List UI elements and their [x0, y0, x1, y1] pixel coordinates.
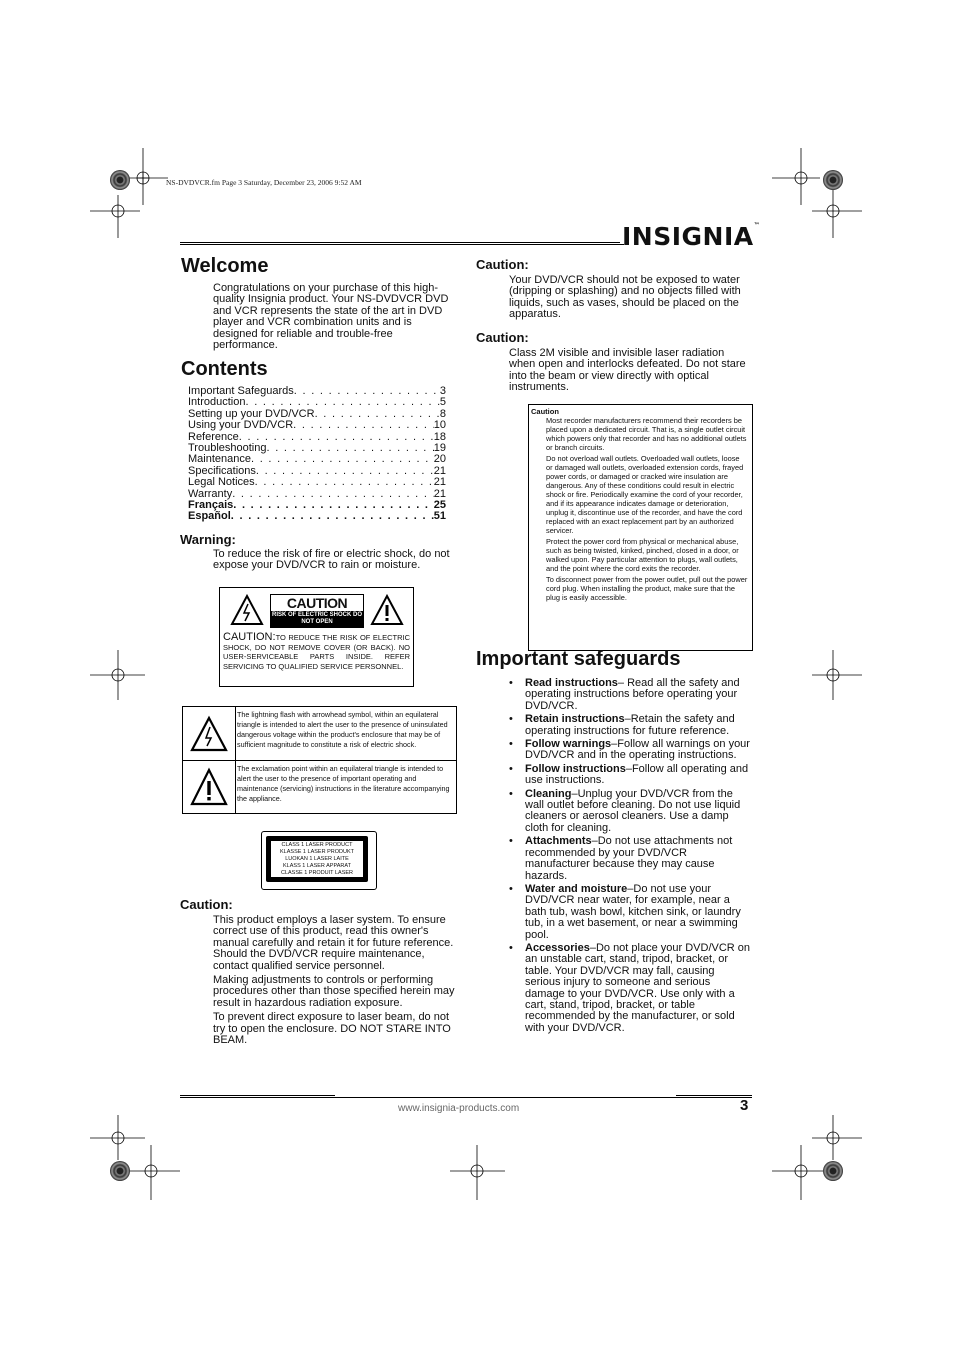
logo-text: INSIGNIA [622, 222, 754, 251]
trademark-symbol: ™ [753, 222, 761, 229]
toc-entry[interactable]: Reference . . . 18 [188, 432, 446, 443]
welcome-heading: Welcome [181, 255, 269, 277]
caution-laser-p2: Making adjustments to controls or performing procedures other than those specified herein may result in hazardous radiation exposure. [213, 974, 455, 1009]
footer-rule-thin [180, 1097, 752, 1098]
toc-entry[interactable]: Using your DVD/VCR . . . 10 [188, 420, 446, 431]
contents-heading: Contents [181, 358, 268, 380]
class1-laser-label [261, 831, 377, 890]
caution-caption-text: TO REDUCE THE RISK OF ELECTRIC SHOCK, DO NOT REMOVE COVER (OR BACK). NO USER-SERVICEABLE PARTS INSIDE. REFER SERVICING TO QUALIFIED SERVICE PERSONNEL. [223, 633, 410, 671]
color-rosette [823, 170, 843, 190]
list-item: • Accessories–Do not place your DVD/VCR on an unstable cart, stand, tripod, bracket, or table. Your DVD/VCR may fall, causing serious injury to someone and serious damage to your DVD/VCR. Use only with a cart, stand, tripod, bracket, or table recommended by the manufacturer, or sold with your DVD/VCR. [508, 943, 752, 1034]
caution-box-p2: Do not overload wall outlets. Overloaded wall outlets, loose or damaged wall outlets, overloaded extension cords, frayed power cords, or damaged or cracked wire insulation are dangerous. Any of these conditions could result in electric shock or fire. Periodically examine the cord of your recorder, and if its appearance indicates damage or deterioration, unplug it, discontinue use of the recorder, and have the cord replaced with an exact replacement part by an authorized servicer. [546, 454, 744, 535]
color-rosette [110, 1161, 130, 1181]
brand-logo [622, 222, 760, 251]
lightning-warning-icon [230, 594, 264, 626]
toc-entry[interactable]: Español . . . 51 [188, 511, 446, 522]
toc-entry[interactable]: Legal Notices . . . 21 [188, 477, 446, 488]
print-header: NS-DVDVCR.fm Page 3 Saturday, December 23, 2006 9:52 AM [166, 178, 362, 187]
caution-box-heading: Caution [531, 407, 559, 416]
list-item: • Follow instructions–Follow all operating and use instructions. [508, 764, 752, 787]
caution-caption [223, 633, 410, 671]
color-rosette [110, 170, 130, 190]
list-item: • Cleaning–Unplug your DVD/VCR from the wall outlet before cleaning. Do not use liquid cleaners or aerosol cleaners. Use a damp cloth for cleaning. [508, 789, 752, 835]
footer-rule-left [180, 1095, 335, 1096]
electric-shock-caution-label [219, 587, 414, 687]
header-rule-thin [180, 244, 624, 245]
laser-line: CLASSE 1 PRODUIT LASER [280, 870, 354, 876]
toc-entry[interactable]: Troubleshooting . . . 19 [188, 443, 446, 454]
caution-laser-p1: This product employs a laser system. To ensure correct use of this product, read this owner's manual carefully and retain it for future reference. Should the DVD/VCR require maintenance, contact qualified service personnel. [213, 914, 454, 972]
header-rule [180, 242, 620, 243]
list-item: • Water and moisture–Do not use your DVD/VCR near water, for example, near a bath tub, wash bowl, kitchen sink, or laundry tub, in a wet basement, or near a swimming pool. [508, 884, 752, 941]
caution-box-p4: To disconnect power from the power outlet, pull out the power cord plug. When installing the product, make sure that the plug is easily accessible. [546, 575, 748, 602]
footer-rule-right [676, 1095, 752, 1096]
caution-water-heading: Caution: [476, 257, 529, 272]
lightning-triangle-icon [183, 707, 236, 760]
caution-laser-p3: To prevent direct exposure to laser beam, do not try to open the enclosure. DO NOT STARE INTO BEAM. [213, 1011, 451, 1047]
caution-water-text: Your DVD/VCR should not be exposed to water (dripping or splashing) and no objects filled with liquids, such as vases, should be placed on the apparatus. [509, 274, 741, 321]
table-of-contents [188, 386, 446, 523]
color-rosette [823, 1161, 843, 1181]
power-circuit-caution-box [528, 404, 753, 651]
lightning-symbol-text: The lightning flash with arrowhead symbol, within an equilateral triangle is intended to alert the user to the presence of uninsulated dangerous voltage within the product's enclosure that may be of sufficient magnitude to constitute a risk of electric shock. [237, 710, 448, 749]
safeguards-list [508, 678, 752, 1036]
lightning-symbol-row [183, 707, 456, 760]
toc-entry[interactable]: Warranty . . . 21 [188, 489, 446, 500]
list-item: • Read instructions– Read all the safety and operating instructions before operating your DVD/VCR. [508, 678, 752, 712]
caution-box-text [546, 416, 748, 604]
caution-box-p1: Most recorder manufacturers recommend their recorders be placed upon a dedicated circuit. That is, a single outlet circuit which powers only that recorder and has no additional outlets or branch circuits. [546, 416, 747, 452]
list-item: • Attachments–Do not use attachments not recommended by your DVD/VCR manufacturer because they may cause hazards. [508, 836, 752, 882]
footer-url[interactable]: www.insignia-products.com [398, 1103, 520, 1114]
caution-laser-heading: Caution: [180, 897, 233, 912]
caution-class2m-heading: Caution: [476, 330, 529, 345]
caution-box-p3: Protect the power cord from physical or mechanical abuse, such as being twisted, kinked, pinched, closed in a door, or walked upon. Pay particular attention to plugs, wall outlets, and the point where the cord exits the recorder. [546, 537, 739, 573]
laser-line: CLASS 1 LASER PRODUCT [281, 842, 353, 848]
page-number: 3 [740, 1097, 749, 1114]
list-item: • Follow warnings–Follow all warnings on your DVD/VCR and in the operating instructions. [508, 739, 752, 762]
toc-entry[interactable]: Important Safeguards . . . 3 [188, 386, 446, 397]
welcome-text: Congratulations on your purchase of this high-quality Insignia product. Your NS-DVDVCR DVD and VCR represents the state of the art in DVD player and VCR combination units and is designed for reliable and trouble-free performance. [213, 282, 449, 352]
toc-entry[interactable]: Setting up your DVD/VCR . . . 8 [188, 409, 446, 420]
exclamation-warning-icon [370, 594, 404, 626]
toc-entry[interactable]: Français . . . 25 [188, 500, 446, 511]
toc-entry[interactable]: Specifications . . . 21 [188, 466, 446, 477]
toc-entry[interactable]: Introduction . . . 5 [188, 397, 446, 408]
safeguards-heading: Important safeguards [476, 648, 681, 670]
toc-entry[interactable]: Maintenance . . . 20 [188, 454, 446, 465]
laser-label-text [271, 841, 363, 877]
caution-laser-text [213, 915, 457, 1049]
warning-heading: Warning: [180, 532, 236, 547]
laser-label-border [266, 836, 368, 882]
symbol-explanation-table [182, 706, 457, 814]
caution-subtitle: RISK OF ELECTRIC SHOCK DO NOT OPEN [271, 612, 362, 625]
warning-text: To reduce the risk of fire or electric shock, do not expose your DVD/VCR to rain or moisture. [213, 548, 450, 572]
caution-title: CAUTION [271, 595, 363, 612]
exclamation-symbol-row [183, 760, 456, 814]
exclamation-triangle-icon [183, 761, 236, 814]
laser-line: LUOKAN 1 LASER LAITE [285, 856, 349, 862]
exclamation-symbol-text: The exclamation point within an equilateral triangle is intended to alert the user to the presence of important operating and maintenance (servicing) instructions in the literature accompanying the appliance. [237, 764, 450, 803]
caution-caption-lead: CAUTION: [223, 631, 276, 643]
list-item: • Retain instructions–Retain the safety and operating instructions for future reference. [508, 714, 752, 737]
caution-plate [270, 594, 364, 628]
laser-line: KLASSE 1 LASER PRODUKT [280, 849, 354, 855]
caution-class2m-text: Class 2M visible and invisible laser radiation when open and interlocks defeated. Do not stare into the beam or view directly with optical instruments. [509, 347, 746, 394]
laser-line: KLASS 1 LASER APPARAT [283, 863, 351, 869]
